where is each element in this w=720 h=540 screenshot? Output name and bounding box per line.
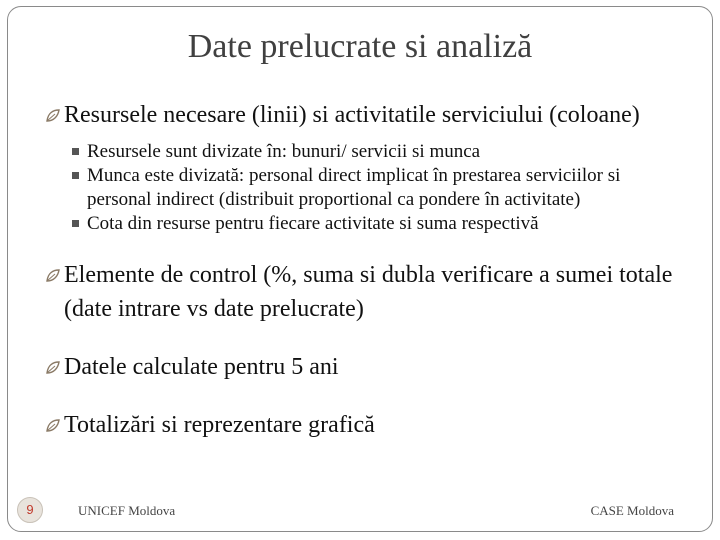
leaf-bullet-icon [46,109,60,123]
bullet-2 [44,258,684,326]
footer-right-text: CASE Moldova [590,503,674,518]
bullet-1-text: Resursele necesare (linii) si activitatile serviciului (coloane) [64,102,640,128]
square-bullet-icon [72,172,79,179]
bullet-3 [44,350,684,384]
sub-bullet-1 [44,140,684,164]
sub-bullet-2-text: Munca este divizată: personal direct implicat în prestarea serviciilor si personal indirect (distribuit proportional ca pondere în activitate) [87,165,621,210]
slide-content [44,98,684,442]
bullet-4 [44,408,684,442]
sub-bullet-2 [44,164,684,212]
bullet-4-text: Totalizări si reprezentare grafică [64,412,375,438]
bullet-2-text: Elemente de control (%, suma si dubla verificare a sumei totale (date intrare vs date prelucrate) [64,262,673,322]
footer-left-text: UNICEF Moldova [78,503,176,518]
sub-bullet-3 [44,212,684,236]
page-number: 9 [17,497,43,523]
leaf-bullet-icon [46,419,60,433]
bullet-3-text: Datele calculate pentru 5 ani [64,354,339,380]
slide-title: Date prelucrate si analiză [187,28,533,65]
bullet-1 [44,98,684,132]
sub-bullet-3-text: Cota din resurse pentru fiecare activitate si suma respectivă [87,213,539,234]
leaf-bullet-icon [46,361,60,375]
sub-bullet-1-text: Resursele sunt divizate în: bunuri/ servicii si munca [87,141,481,162]
square-bullet-icon [72,148,79,155]
leaf-bullet-icon [46,269,60,283]
square-bullet-icon [72,220,79,227]
